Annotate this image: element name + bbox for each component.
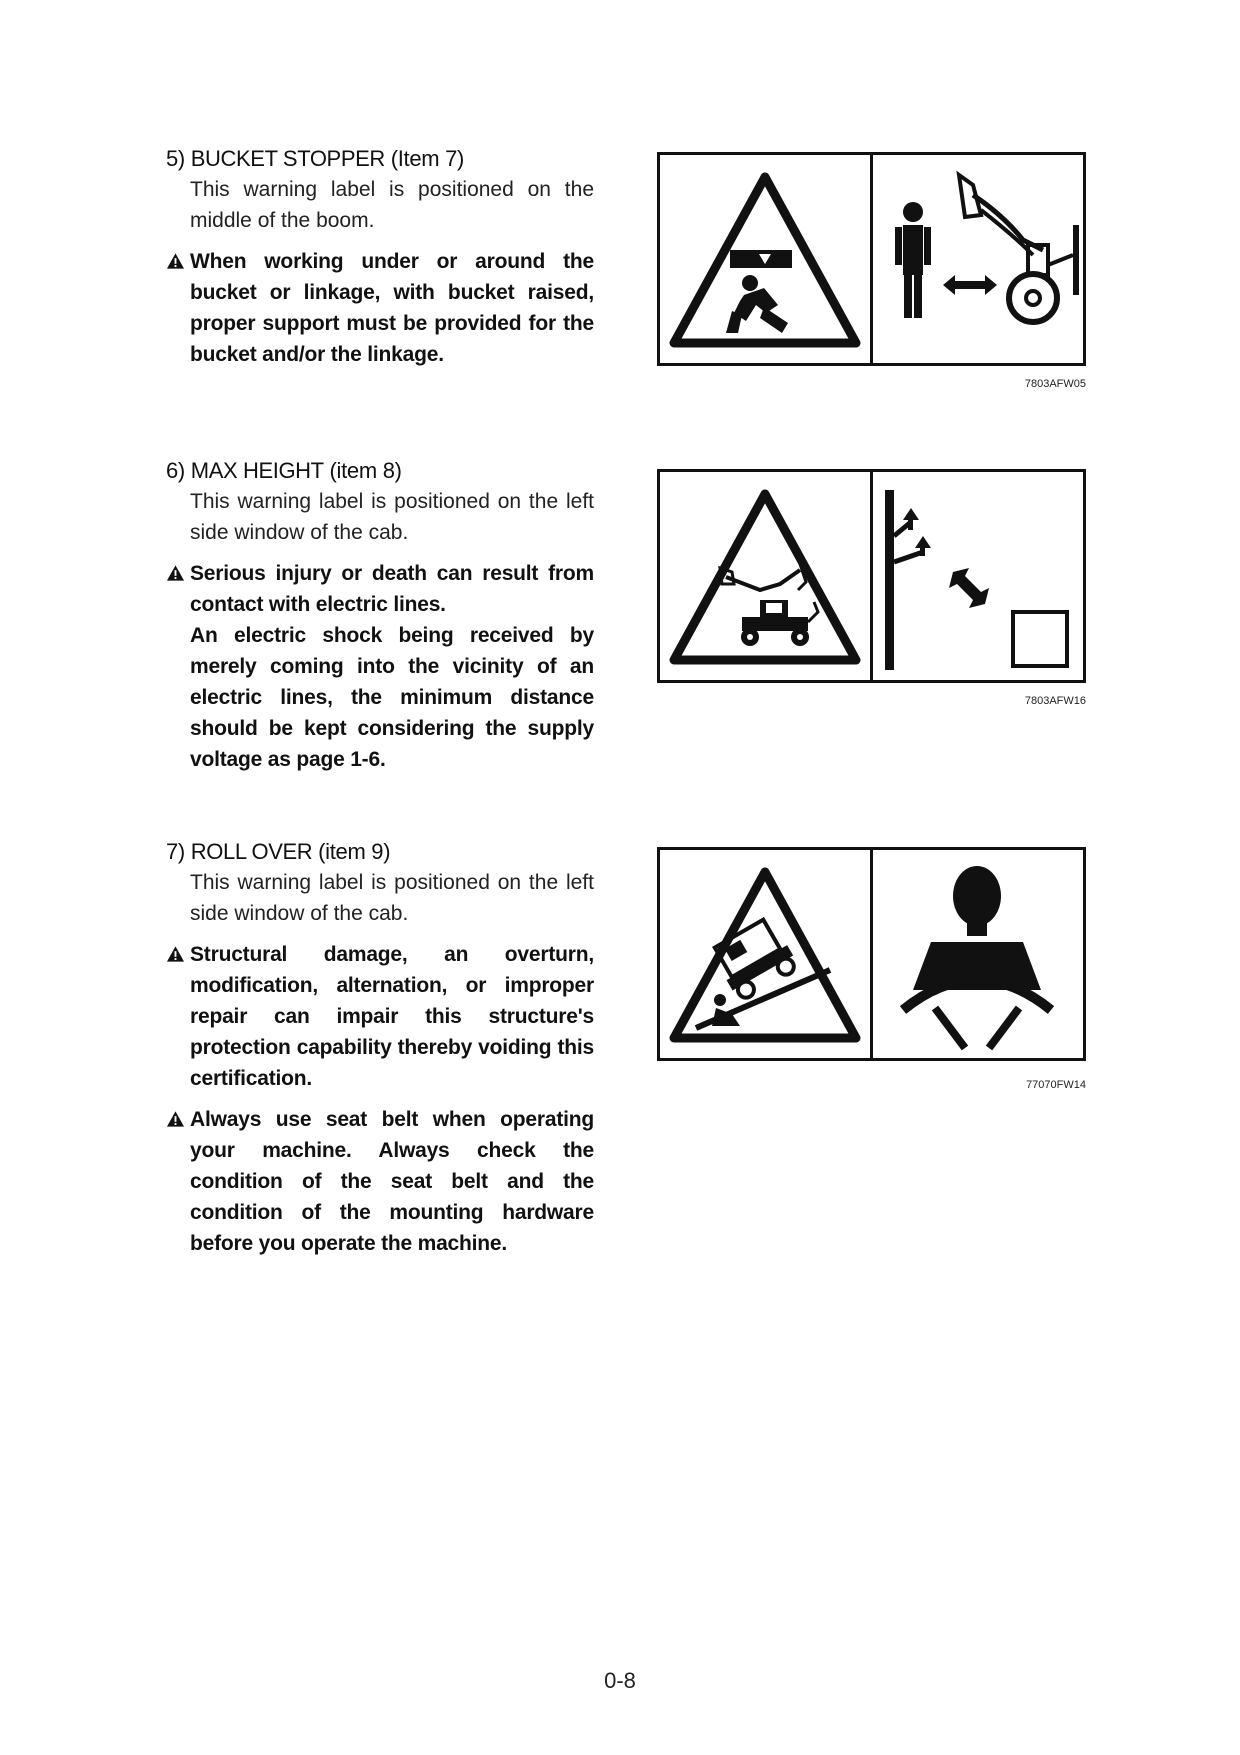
section-heading	[166, 455, 594, 486]
section-item: (item 8)	[329, 458, 402, 483]
section-title: MAX HEIGHT	[190, 458, 324, 483]
section-title: BUCKET STOPPER	[190, 146, 385, 171]
section-bucket-stopper	[166, 143, 594, 370]
seat-belt-icon	[873, 850, 1083, 1058]
label-pictogram-right	[870, 472, 1083, 680]
section-heading	[166, 836, 594, 867]
label-pictogram-left	[660, 850, 870, 1058]
label-code: 7803AFW05	[1024, 378, 1086, 390]
section-number: 5)	[166, 146, 185, 171]
label-pictogram-right	[870, 850, 1083, 1058]
warning-label-roll-over	[657, 847, 1086, 1061]
keep-distance-from-power-line-icon	[873, 472, 1083, 680]
warning-triangle-icon	[166, 564, 185, 582]
section-max-height	[166, 455, 594, 775]
rollover-hazard-icon	[660, 850, 870, 1058]
section-description: This warning label is positioned on the left side window of the cab.	[190, 871, 594, 925]
warning-label-max-height	[657, 469, 1086, 683]
warning-label-bucket-stopper	[657, 152, 1086, 366]
section-title: ROLL OVER	[190, 839, 313, 864]
section-roll-over	[166, 836, 594, 1259]
label-code: 7803AFW16	[1024, 695, 1086, 707]
section-item: (item 9)	[318, 839, 391, 864]
section-description: This warning label is positioned on the left side window of the cab.	[190, 490, 594, 544]
section-heading	[166, 143, 594, 174]
warning-text: Always use seat belt when operating your machine. Always check the condition of the seat belt and the condition of the mounting hardware before you operate the machine.	[190, 1108, 594, 1255]
warning-triangle-icon	[166, 945, 185, 963]
warning-text-continued: An electric shock being received by merely coming into the vicinity of an electric lines, the minimum distance should be kept considering the supply voltage as page 1-6.	[190, 624, 594, 771]
section-number: 6)	[166, 458, 185, 483]
warning-text: Structural damage, an overturn, modification, alternation, or improper repair can impair this structure's protection capability thereby voiding this certification.	[190, 943, 594, 1090]
warning-paragraph	[166, 939, 594, 1094]
page-number: 0-8	[604, 1668, 636, 1693]
label-pictogram-left	[660, 472, 870, 680]
label-pictogram-right	[870, 155, 1083, 363]
section-description: This warning label is positioned on the middle of the boom.	[190, 178, 594, 232]
warning-paragraph	[166, 1104, 594, 1259]
keep-away-from-bucket-icon	[873, 155, 1083, 363]
warning-paragraph	[166, 246, 594, 370]
warning-text: Serious injury or death can result from contact with electric lines.	[190, 562, 594, 616]
warning-paragraph	[166, 558, 594, 775]
section-item: (Item 7)	[390, 146, 465, 171]
electric-line-hazard-icon	[660, 472, 870, 680]
label-pictogram-left	[660, 155, 870, 363]
section-number: 7)	[166, 839, 185, 864]
warning-triangle-icon	[166, 252, 185, 270]
warning-triangle-icon	[166, 1110, 185, 1128]
crush-hazard-icon	[660, 155, 870, 363]
warning-text: When working under or around the bucket or linkage, with bucket raised, proper support must be provided for the bucket and/or the linkage.	[190, 250, 594, 366]
label-code: 77070FW14	[1026, 1079, 1086, 1091]
